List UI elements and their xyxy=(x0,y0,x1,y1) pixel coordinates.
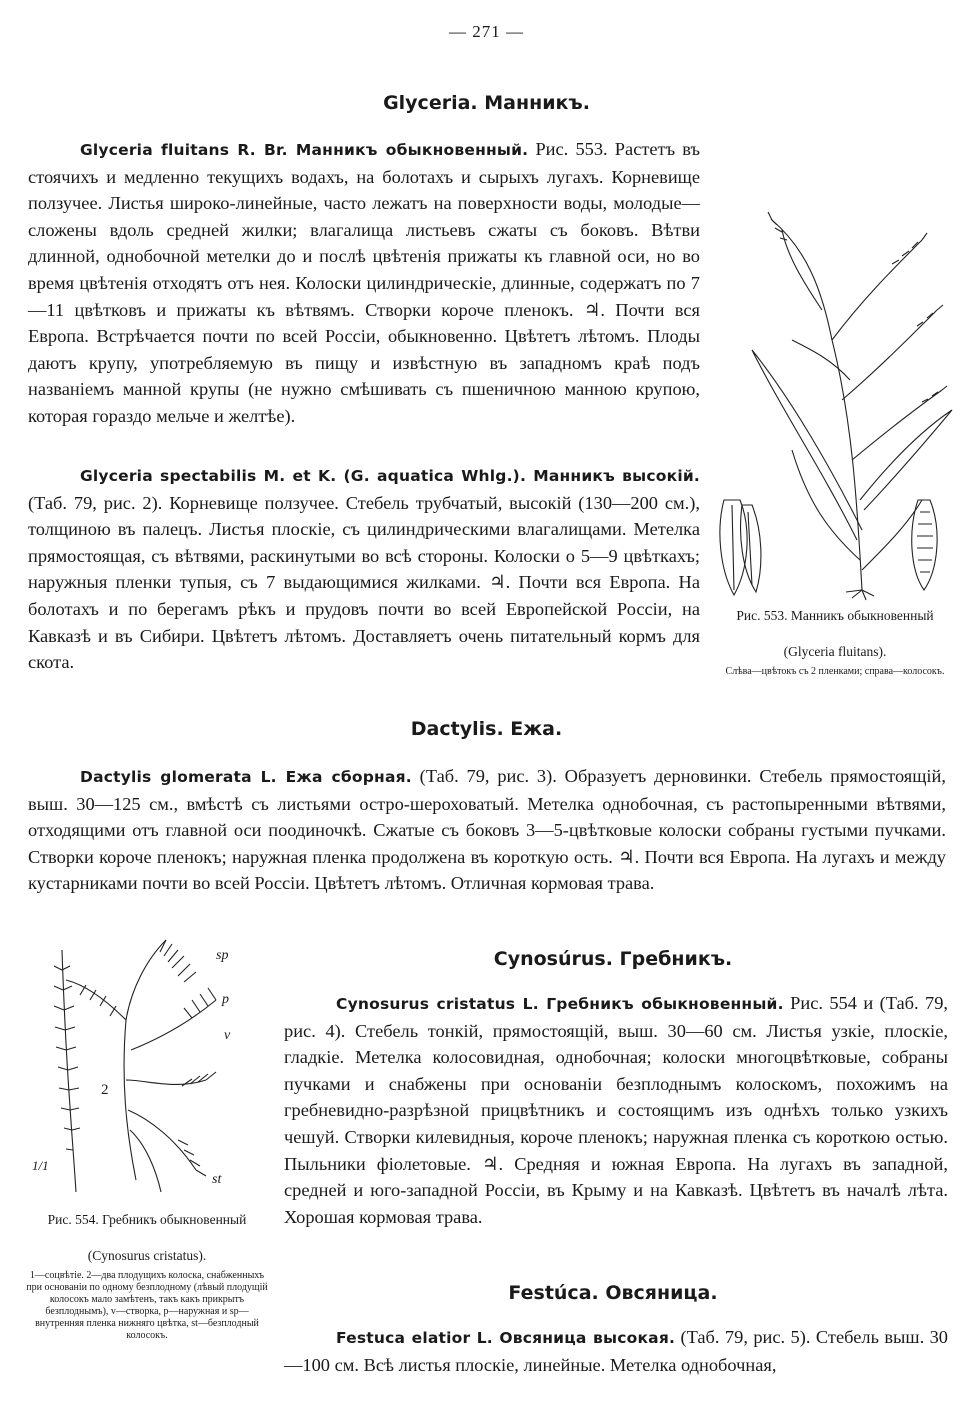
figure-554-caption: Рис. 554. Гребникъ обыкновенный xyxy=(47,1212,247,1227)
spectabilis-text: (Таб. 79, рис. 2). Корневище ползучее. Стебель трубчатый, высокій (130—200 см.), толщиною въ палецъ. Листья плоскіе, съ цилиндрическими влагалищами. Метелка прямостоящая, съ вѣтвями, раскинутыми во всѣ стороны. Колоски о 5—9 цвѣткахъ; наружныя пленки тупыя, съ 7 выдающимися жилками. ♃. Почти вся Европа. На болотахъ и по берегамъ рѣкъ и прудовъ почти во всей Европейской Россіи, на Кавказѣ и въ Сибири. Цвѣтетъ лѣтомъ. Доставляетъ очень питательный кормъ для скота. xyxy=(28,492,700,673)
cynosurus-paragraph xyxy=(284,990,948,1250)
glyceria-spectabilis-paragraph xyxy=(28,462,700,694)
label-sp: sp xyxy=(216,948,229,963)
glyceria-fluitans-paragraph xyxy=(28,136,700,446)
fluitans-text: Рис. 553. Растетъ въ стоячихъ и медленно текущихъ водахъ, на болотахъ и сырыхъ лугахъ. Корневище ползучее. Листья широко-линейные, часто лежатъ на поверхности воды, молодые—сложены вдоль средней жилки; влагалища листьевъ сжаты съ боковъ. Вѣтви длинной, однобочной метелки до и послѣ цвѣтенія прижаты къ главной оси, но во время цвѣтенія отходятъ отъ нея. Колоски цилиндрическіе, длинные, содержатъ по 7—11 цвѣтковъ и прижаты къ вѣтвямъ. Створки короче пленокъ. ♃. Почти вся Европа. Встрѣчается почти по всей Россіи, обыкновенно. Цвѣтетъ лѣтомъ. Плоды даютъ крупу, употребляемую въ пищу и извѣстную въ западномъ краѣ подъ названіемъ манной крупы (не нужно смѣшивать съ пшеничною манною крупою, которая гораздо мельче и желтѣе). xyxy=(28,139,701,426)
cynosurus-heading: Cynosúrus. Гребникъ. xyxy=(493,948,733,970)
figure-553 xyxy=(712,200,958,710)
label-p: p xyxy=(222,992,229,1007)
dactylis-text: (Таб. 79, рис. 3). Образуетъ дерновинки. Стебель прямостоящій, выш. 30—125 см., вмѣстѣ съ листьями остро-шероховатый. Метелка однобочная, съ растопыренными вѣтвями, отходящими отъ главной оси поодиночкѣ. Сжатые съ боковъ 3—5-цвѣтковые колоски собраны густыми пучками. Створки короче пленокъ; наружная пленка продолжена въ короткую ость. ♃. Почти вся Европа. На лугахъ и между кустарниками почти во всей Россіи. Цвѣтетъ лѣтомъ. Отличная кормовая трава. xyxy=(28,766,946,894)
festuca-text: (Таб. 79, рис. 5). Стебель выш. 30—100 см. Всѣ листья плоскіе, линейные. Метелка однобочная, xyxy=(284,1327,948,1375)
cynosurus-illustration xyxy=(26,930,268,1200)
species-name-cynosurus: Cynosurus cristatus L. Гребникъ обыкновенный. xyxy=(336,995,784,1013)
dactylis-paragraph xyxy=(28,763,946,913)
glyceria-illustration xyxy=(712,200,958,600)
festuca-paragraph xyxy=(284,1324,948,1384)
dactylis-heading: Dactylis. Ежа. xyxy=(410,718,563,740)
glyceria-heading: Glyceria. Манникъ. xyxy=(383,92,590,114)
figure-553-caption-latin: (Glyceria fluitans). xyxy=(783,644,887,659)
figure-554-note: 1—соцвѣтіе. 2—два плодущихъ колоска, снабженныхъ при основаніи по одному безплодному (лѣвый плодущій колосокъ мало замѣтенъ, такъ какъ прикрытъ безплоднымъ), v—створка, p—наружная и sp—внутренняя пленка нижняго цвѣтка, st—безплодный колосокъ. xyxy=(26,1270,268,1341)
species-name-dactylis: Dactylis glomerata L. Ежа сборная. xyxy=(80,768,412,786)
species-name-spectabilis: Glyceria spectabilis M. et K. (G. aquatica Whlg.). Манникъ высокій. xyxy=(80,467,700,485)
figure-554 xyxy=(26,930,268,1410)
figure-553-note: Слѣва—цвѣтокъ съ 2 пленками; справа—колосокъ. xyxy=(725,666,945,677)
festuca-heading: Festúca. Овсяница. xyxy=(508,1282,718,1304)
species-name-fluitans: Glyceria fluitans R. Br. Манникъ обыкновенный. xyxy=(80,141,529,159)
figure-553-caption: Рис. 553. Манникъ обыкновенный xyxy=(736,608,934,623)
cynosurus-text: Рис. 554 и (Таб. 79, рис. 4). Стебель тонкій, прямостоящій, выш. 30—60 см. Листья узкіе, плоскіе, гладкіе. Метелка колосовидная, однобочная; колоски многоцвѣтковые, собраны пучками и снабжены при основаніи безплоднымъ колоскомъ, похожимъ на гребневидно-разрѣзной прицвѣтникъ и состоящимъ изъ однѣхъ только узкихъ чешуй. Створки килевидныя, короче пленокъ; наружная пленка съ короткою остью. Пыльники фіолетовые. ♃. Средняя и южная Европа. На лугахъ въ западной, средней и юго-западной Россіи, въ Крыму и на Кавказѣ. Цвѣтетъ въ началѣ лѣта. Хорошая кормовая трава. xyxy=(284,993,948,1227)
figure-554-caption-latin: (Cynosurus cristatus). xyxy=(87,1248,207,1263)
species-name-festuca: Festuca elatior L. Овсяница высокая. xyxy=(336,1329,676,1347)
page-number: — 271 — xyxy=(449,22,524,41)
label-v: v xyxy=(224,1028,231,1043)
label-st: st xyxy=(212,1172,222,1187)
label-2: 2 xyxy=(101,1082,109,1098)
label-scale: 1/1 xyxy=(32,1158,49,1173)
